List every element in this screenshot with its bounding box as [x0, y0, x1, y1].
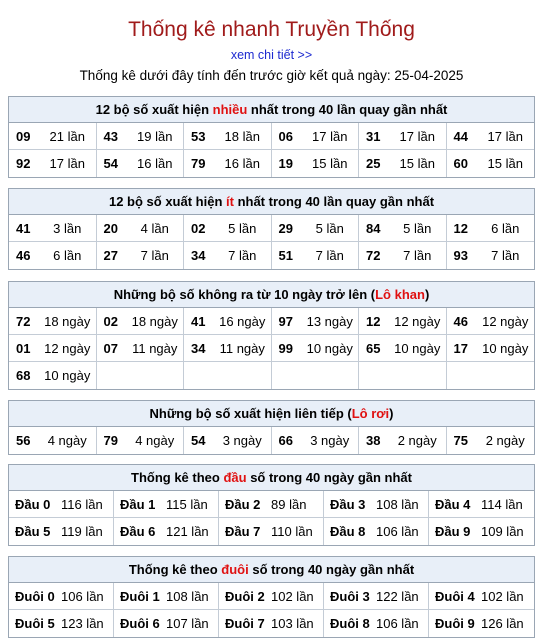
stat-key: 99: [278, 340, 293, 356]
stat-value: 17 lần: [49, 156, 85, 171]
stat-cell: [359, 362, 447, 389]
stat-cell: [447, 215, 535, 242]
stats-grid: [9, 215, 534, 269]
stat-value: 123 lần: [61, 616, 104, 631]
stat-value: 7 lần: [140, 248, 169, 263]
stat-cell: [184, 215, 272, 242]
stat-key: 53: [191, 128, 206, 144]
stat-cell: [447, 335, 535, 362]
stat-key: 12: [366, 313, 381, 329]
stat-value: 4 lần: [140, 220, 169, 236]
stat-key: 02: [103, 313, 118, 329]
stats-grid: [9, 583, 534, 637]
stat-key: 72: [366, 248, 381, 263]
stat-value: 10 ngày: [394, 340, 441, 356]
stat-cell: [9, 242, 97, 269]
stat-key: 41: [191, 313, 206, 329]
stat-value: 126 lần: [481, 616, 524, 631]
stat-cell: [219, 518, 324, 545]
stat-cell: [429, 610, 534, 637]
stat-key: 31: [366, 128, 381, 144]
stat-key: 54: [191, 433, 206, 448]
stat-cell: [9, 518, 114, 545]
stat-value: 11 ngày: [219, 340, 265, 356]
section-title: Những bộ số xuất hiện liên tiếp (Lô rơi): [9, 401, 534, 427]
stat-cell: [9, 427, 97, 454]
stat-value: 13 ngày: [306, 313, 353, 329]
stat-cell: [219, 491, 324, 518]
stat-value: 6 lần: [491, 220, 520, 236]
stat-value: 106 lần: [376, 616, 419, 631]
stat-key: Đầu 6: [120, 524, 156, 539]
stat-key: 79: [103, 433, 118, 448]
stat-value: 10 ngày: [44, 368, 91, 383]
stat-value: 5 lần: [403, 220, 432, 236]
stat-cell: [359, 150, 447, 177]
stat-key: 09: [16, 128, 31, 144]
stat-value: 108 lần: [376, 496, 419, 512]
stat-key: 75: [453, 433, 468, 448]
stat-value: 16 ngày: [219, 313, 266, 329]
stat-cell: [9, 491, 114, 518]
stat-value: 19 lần: [137, 128, 173, 144]
stat-value: 121 lần: [166, 524, 209, 539]
stat-key: 65: [366, 340, 381, 356]
lo-khan-section: [8, 281, 535, 390]
stats-grid: [9, 427, 534, 454]
stat-cell: [9, 215, 97, 242]
lo-roi-section: [8, 400, 535, 455]
stat-key: Đuôi 7: [225, 616, 265, 631]
stat-value: 15 lần: [399, 156, 435, 171]
stat-key: 93: [453, 248, 468, 263]
stat-cell: [97, 215, 185, 242]
stat-cell: [184, 335, 272, 362]
stat-cell: [272, 215, 360, 242]
stat-value: 4 ngày: [47, 433, 87, 448]
stat-cell: [9, 123, 97, 150]
section-title: Thống kê theo đầu số trong 40 ngày gần nhất: [9, 465, 534, 491]
stat-value: 17 lần: [487, 128, 523, 144]
stat-cell: [429, 583, 534, 610]
stat-value: 89 lần: [271, 496, 307, 512]
page-title: Thống kê nhanh Truyền Thống: [128, 18, 415, 41]
stat-value: 2 ngày: [485, 433, 525, 448]
stat-cell: [324, 491, 429, 518]
stat-value: 16 lần: [137, 156, 173, 171]
stat-cell: [184, 427, 272, 454]
stat-key: 06: [278, 128, 293, 144]
stat-key: 44: [453, 128, 468, 144]
stat-value: 11 ngày: [132, 340, 178, 356]
stat-key: 38: [366, 433, 381, 448]
stat-cell: [429, 491, 534, 518]
stat-cell: [9, 610, 114, 637]
stat-cell: [184, 362, 272, 389]
stat-value: 18 ngày: [44, 313, 91, 329]
stats-grid: [9, 308, 534, 389]
stat-key: 41: [16, 220, 31, 236]
stat-key: Đầu 5: [15, 524, 51, 539]
stat-cell: [97, 150, 185, 177]
stat-cell: [9, 308, 97, 335]
stat-key: 56: [16, 433, 31, 448]
stat-value: 3 lần: [53, 220, 82, 236]
stat-key: Đầu 4: [435, 496, 471, 512]
stat-cell: [272, 150, 360, 177]
stat-cell: [359, 242, 447, 269]
stat-key: 29: [278, 220, 293, 236]
stat-key: 97: [278, 313, 293, 329]
stat-cell: [9, 362, 97, 389]
stat-key: Đầu 1: [120, 496, 156, 512]
stat-value: 17 lần: [312, 128, 348, 144]
stat-key: Đầu 9: [435, 524, 471, 539]
stat-key: Đuôi 1: [120, 588, 160, 604]
stat-value: 7 lần: [403, 248, 432, 263]
stat-cell: [359, 215, 447, 242]
stat-value: 10 ngày: [482, 340, 529, 356]
stat-key: 92: [16, 156, 31, 171]
stat-value: 12 ngày: [394, 313, 441, 329]
stat-cell: [97, 308, 185, 335]
stat-cell: [114, 491, 219, 518]
stat-value: 114 lần: [481, 496, 523, 512]
stat-value: 115 lần: [166, 496, 208, 512]
stat-key: 19: [278, 156, 293, 171]
section-title: 12 bộ số xuất hiện nhiều nhất trong 40 lần quay gần nhất: [9, 97, 534, 123]
stat-cell: [97, 242, 185, 269]
stat-value: 119 lần: [61, 524, 103, 539]
stat-cell: [219, 583, 324, 610]
stat-cell: [9, 335, 97, 362]
stat-key: 34: [191, 248, 206, 263]
stat-key: 43: [103, 128, 118, 144]
stat-cell: [447, 362, 535, 389]
stat-value: 12 ngày: [44, 340, 91, 356]
stat-cell: [359, 308, 447, 335]
stat-cell: [97, 362, 185, 389]
stat-value: 18 ngày: [131, 313, 178, 329]
most-frequent-section: [8, 96, 535, 178]
stat-cell: [324, 583, 429, 610]
stat-cell: [219, 610, 324, 637]
stat-cell: [97, 123, 185, 150]
stat-value: 21 lần: [49, 128, 85, 144]
stat-value: 3 ngày: [222, 433, 262, 448]
stat-key: 60: [453, 156, 468, 171]
stat-key: 02: [191, 220, 206, 236]
stat-cell: [114, 610, 219, 637]
stat-cell: [447, 123, 535, 150]
stat-key: Đầu 2: [225, 496, 261, 512]
stat-key: 54: [103, 156, 118, 171]
stat-cell: [184, 123, 272, 150]
stat-cell: [9, 150, 97, 177]
stat-key: 84: [366, 220, 381, 236]
stat-key: Đuôi 3: [330, 588, 370, 604]
stat-cell: [114, 518, 219, 545]
stat-key: 07: [103, 340, 118, 356]
stat-cell: [272, 427, 360, 454]
view-details-link[interactable]: xem chi tiết >>: [230, 48, 313, 62]
stat-cell: [97, 335, 185, 362]
stat-cell: [97, 427, 185, 454]
stat-key: 79: [191, 156, 206, 171]
section-title: 12 bộ số xuất hiện ít nhất trong 40 lần quay gần nhất: [9, 189, 534, 215]
stats-grid: [9, 123, 534, 177]
stat-key: 66: [278, 433, 293, 448]
stat-value: 102 lần: [271, 588, 314, 604]
duoi-stats-section: [8, 556, 535, 638]
stat-cell: [272, 335, 360, 362]
section-title: Những bộ số không ra từ 10 ngày trở lên (Lô khan): [9, 282, 534, 308]
stat-key: 46: [16, 248, 31, 263]
stat-value: 15 lần: [487, 156, 523, 171]
stat-value: 122 lần: [376, 588, 419, 604]
stat-key: 72: [16, 313, 31, 329]
stat-key: Đầu 8: [330, 524, 366, 539]
stat-value: 2 ngày: [397, 433, 437, 448]
section-title: Thống kê theo đuôi số trong 40 ngày gần nhất: [9, 557, 534, 583]
stat-cell: [429, 518, 534, 545]
stat-key: 46: [453, 313, 468, 329]
stat-key: Đầu 7: [225, 524, 261, 539]
stat-value: 6 lần: [53, 248, 82, 263]
stat-value: 7 lần: [491, 248, 520, 263]
stat-key: Đuôi 2: [225, 588, 265, 604]
stat-value: 15 lần: [312, 156, 348, 171]
stat-cell: [184, 242, 272, 269]
stat-cell: [272, 308, 360, 335]
stat-cell: [359, 427, 447, 454]
stat-key: Đuôi 4: [435, 588, 475, 604]
stat-cell: [184, 150, 272, 177]
stat-cell: [324, 518, 429, 545]
stat-value: 4 ngày: [135, 433, 175, 448]
stat-key: 17: [453, 340, 468, 356]
stat-value: 108 lần: [166, 588, 209, 604]
stat-value: 3 ngày: [310, 433, 350, 448]
stat-key: Đuôi 9: [435, 616, 475, 631]
stat-cell: [447, 150, 535, 177]
stat-cell: [114, 583, 219, 610]
stat-key: Đuôi 6: [120, 616, 160, 631]
stat-value: 17 lần: [399, 128, 435, 144]
page-subtitle: Thống kê dưới đây tính đến trước giờ kết quả ngày: 25-04-2025: [79, 68, 464, 83]
stat-key: Đầu 0: [15, 496, 51, 512]
stat-value: 109 lần: [481, 524, 524, 539]
stat-key: Đuôi 5: [15, 616, 55, 631]
stat-value: 7 lần: [315, 248, 344, 263]
stat-value: 5 lần: [315, 220, 344, 236]
stat-value: 106 lần: [376, 524, 419, 539]
stat-cell: [272, 362, 360, 389]
stat-cell: [447, 242, 535, 269]
stat-cell: [359, 123, 447, 150]
stat-cell: [447, 427, 535, 454]
stat-value: 116 lần: [61, 496, 103, 512]
stat-value: 16 lần: [224, 156, 260, 171]
stat-cell: [184, 308, 272, 335]
stat-cell: [324, 610, 429, 637]
stat-value: 7 lần: [228, 248, 257, 263]
stat-value: 103 lần: [271, 616, 314, 631]
stat-key: 25: [366, 156, 381, 171]
stat-key: Đuôi 8: [330, 616, 370, 631]
stat-value: 106 lần: [61, 588, 104, 604]
stat-value: 102 lần: [481, 588, 524, 604]
stat-key: Đuôi 0: [15, 588, 55, 604]
dau-stats-section: [8, 464, 535, 546]
stat-value: 5 lần: [228, 220, 257, 236]
stat-key: 12: [453, 220, 468, 236]
stat-cell: [447, 308, 535, 335]
stat-key: 68: [16, 368, 31, 383]
stat-cell: [272, 123, 360, 150]
stat-key: Đầu 3: [330, 496, 366, 512]
stat-key: 51: [278, 248, 293, 263]
stats-grid: [9, 491, 534, 545]
stat-cell: [272, 242, 360, 269]
stat-key: 01: [16, 340, 31, 356]
stat-cell: [9, 583, 114, 610]
stat-cell: [359, 335, 447, 362]
stat-key: 20: [103, 220, 118, 236]
stat-value: 107 lần: [166, 616, 209, 631]
stat-value: 110 lần: [271, 524, 313, 539]
stat-value: 12 ngày: [482, 313, 529, 329]
stat-key: 34: [191, 340, 206, 356]
stat-value: 18 lần: [224, 128, 260, 144]
stat-key: 27: [103, 248, 118, 263]
least-frequent-section: [8, 188, 535, 270]
stat-value: 10 ngày: [306, 340, 353, 356]
